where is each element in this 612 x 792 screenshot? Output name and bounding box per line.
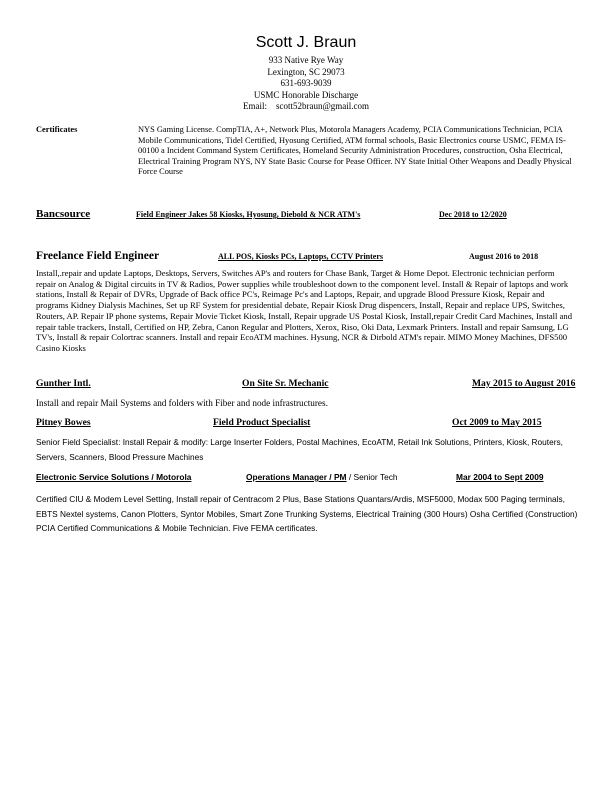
job-title-freelance: ALL POS, Kiosks PCs, Laptops, CCTV Printers — [218, 252, 383, 261]
job-title-bancsource: Field Engineer Jakes 58 Kiosks, Hyosung, Diebold & NCR ATM's — [136, 210, 361, 219]
job-company-ess: Electronic Service Solutions / Motorola — [36, 472, 192, 482]
job-dates-ess: Mar 2004 to Sept 2009 — [456, 472, 544, 482]
address-line-1: 933 Native Rye Way — [268, 55, 344, 65]
address-line-2: Lexington, SC 29073 — [267, 66, 345, 77]
job-title-ess-part1: Operations Manager / PM — [246, 472, 347, 482]
job-title-ess-part2: / Senior Tech — [346, 472, 398, 482]
job-company-pitney: Pitney Bowes — [36, 417, 91, 428]
job-dates-gunther: May 2015 to August 2016 — [472, 378, 576, 389]
job-dates-freelance: August 2016 to 2018 — [469, 252, 539, 261]
job-description-gunther: Install and repair Mail Systems and folders with Fiber and node infrastructures. — [36, 398, 328, 408]
email-address[interactable]: scott52braun@gmail.com — [275, 101, 370, 111]
job-company-bancsource: Bancsource — [36, 208, 91, 220]
job-dates-pitney: Oct 2009 to May 2015 — [452, 417, 542, 428]
job-description-pitney: Senior Field Specialist: Install Repair & modify: Large Inserter Folders, Postal Machines, EcoATM, Retail Ink Solutions, Printers, Kiosk, Routers, Servers, Scanners, Blood Pressure Machines — [36, 437, 563, 462]
job-company-gunther: Gunther Intl. — [36, 378, 91, 389]
job-title-gunther: On Site Sr. Mechanic — [242, 378, 329, 389]
job-company-freelance: Freelance Field Engineer — [36, 250, 160, 262]
phone-number: 631-693-9039 — [280, 78, 332, 88]
email-label: Email: — [242, 101, 267, 111]
email-line — [0, 101, 612, 113]
certificates-text: NYS Gaming License. CompTIA, A+, Network Plus, Motorola Managers Academy, PCIA Communications Technician, PCIA Mobile Communications, Tidel Certified, Hyosung Certified, ATM formal schools, Basic Electronics course USMC, FEMA IS-00100 a Incident Command System Certificates, Homeland Security Administration Procedures, construction, Osha Electrical, Electrical Training Program NYS, NY State Basic Course for Pease Officer. NY State Initial Other Weapons and Deadly Physical Force Course — [138, 125, 572, 177]
job-dates-bancsource: Dec 2018 to 12/2020 — [439, 210, 507, 219]
contact-header — [0, 33, 612, 113]
job-title-ess — [246, 472, 398, 482]
job-title-pitney: Field Product Specialist — [213, 417, 311, 428]
job-description-freelance: Install,.repair and update Laptops, Desktops, Servers, Switches AP's and routers for Chase Bank, Target & Home Depot. Electronic technician perform repair on Analog & Digital circuits in TV & Radios, Power supplies while troubleshoot down to the component level. Install & Repair of laptops and work stations, Install & Repair of DVRs, Upgrade of Back office PC's, Reimage Pc's and Laptops, Repair, and upgrade Blood Pressure Kiosk, Repair and programs Kidney Dialysis Machines, Set up RF System for presidential debate, Repair Kiosk Drug dispencers, Install, Repair and replace UPS, Switches, Routers, AP. Repair IP phone systems, Repair Movie Ticket Kiosk, Install, Repair upgrade US Postal Kiosk, Install,repair Credit Card Machines, Install and repair table trackers, Install, Certified on HP, Zebra, Canon Regular and Plotters, Xerox, Riso, Oki Data, Lexmark Printers. Install and repair Samsung, LG TV's, Install & repair Colortrac scanners. Install and repair EcoATM machines. Hysung, NCR & Dirbold ATM's repair. MIMO Money Machines, DFS500 Casino Kiosks — [36, 268, 573, 353]
discharge-status: USMC Honorable Discharge — [253, 89, 359, 100]
job-description-ess: Certified CIU & Modem Level Setting, Install repair of Centracom 2 Plus, Base Stations Quantars/Ardis, MSF5000, Modax 500 Paging terminals, EBTS Nextel systems, Canon Plotters, Syntor Mobiles, Smart Zone Trunking Systems, Electrical Training (300 Hours) Osha Certified (Construction) PCIA Certified Communications & Mobile Technician. Five FEMA certificates. — [36, 494, 578, 534]
candidate-name: Scott J. Braun — [255, 34, 357, 51]
certificates-label: Certificates — [36, 125, 78, 134]
